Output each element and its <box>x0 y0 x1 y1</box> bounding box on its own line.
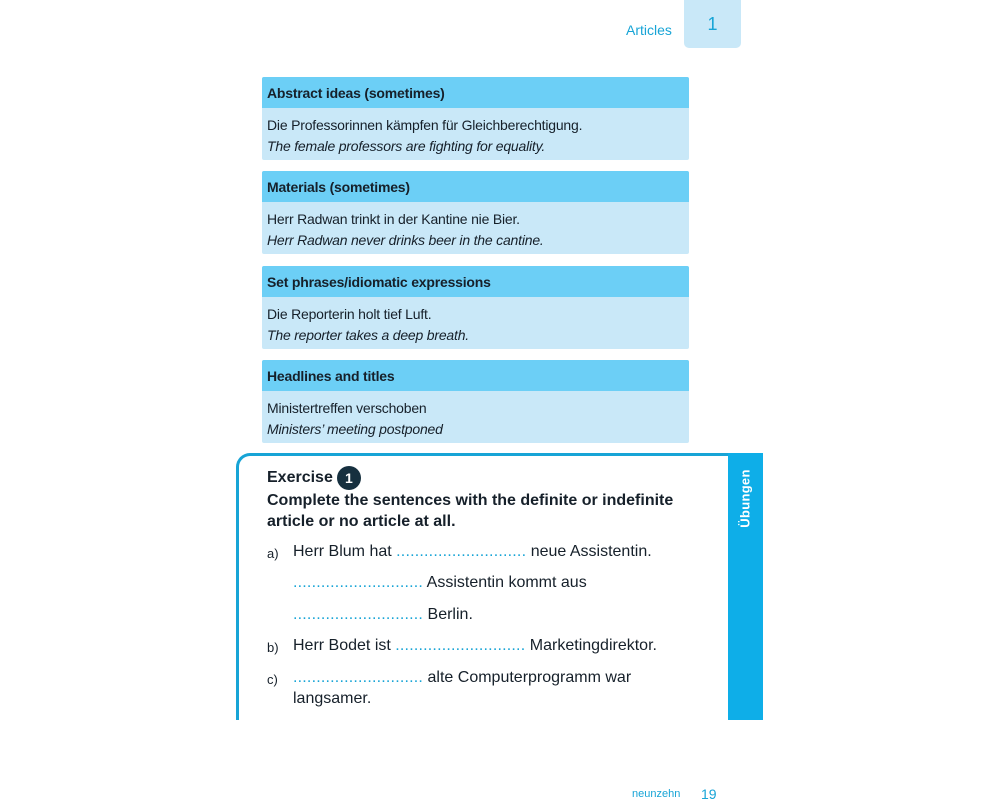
item-a-line-3-text: Berlin. <box>427 606 473 623</box>
item-a-line-1 <box>293 543 652 561</box>
item-a-line-3 <box>293 606 473 624</box>
item-b-label: b) <box>267 640 279 655</box>
box-materials <box>262 171 689 254</box>
english-translation: The reporter takes a deep breath. <box>267 327 469 343</box>
side-tab-label: Übungen <box>738 468 753 528</box>
german-example: Ministertreffen verschoben <box>267 400 427 416</box>
blank-field[interactable]: ............................ <box>293 606 424 623</box>
header-title: Articles <box>626 22 672 38</box>
blank-field[interactable]: ............................ <box>293 574 424 591</box>
english-translation: The female professors are fighting for equality. <box>267 138 546 154</box>
item-b-text-after: Marketingdirektor. <box>529 637 657 654</box>
blank-field[interactable]: ............................ <box>293 669 424 686</box>
box-heading: Materials (sometimes) <box>262 171 689 202</box>
page-number: 19 <box>701 786 717 802</box>
item-a-label: a) <box>267 546 279 561</box>
page-number-word: neunzehn <box>632 788 681 800</box>
item-b-line <box>293 637 657 655</box>
exercise-instruction: Complete the sentences with the definite or indefinite article or no article at all. <box>267 492 674 530</box>
item-a-line-2-text: Assistentin kommt aus <box>426 574 587 591</box>
box-heading: Headlines and titles <box>262 360 689 391</box>
exercise-title <box>267 466 361 490</box>
box-set-phrases <box>262 266 689 349</box>
english-translation: Herr Radwan never drinks beer in the cantine. <box>267 232 544 248</box>
english-translation: Ministers’ meeting postponed <box>267 421 443 437</box>
box-headlines <box>262 360 689 443</box>
chapter-tab <box>684 0 741 48</box>
exercise-number-badge: 1 <box>337 466 361 490</box>
box-heading: Set phrases/idiomatic expressions <box>262 266 689 297</box>
item-a-text-after: neue Assistentin. <box>530 543 652 560</box>
item-c-label: c) <box>267 672 278 687</box>
german-example: Herr Radwan trinkt in der Kantine nie Bier. <box>267 211 520 227</box>
box-abstract-ideas <box>262 77 689 160</box>
item-a-text-before: Herr Blum hat <box>293 543 392 560</box>
chapter-number: 1 <box>707 13 718 34</box>
german-example: Die Reporterin holt tief Luft. <box>267 306 432 322</box>
blank-field[interactable]: ............................ <box>396 543 527 560</box>
item-c-line-2: langsamer. <box>293 690 372 707</box>
item-c-line-1 <box>293 669 631 687</box>
blank-field[interactable]: ............................ <box>395 637 526 654</box>
item-a-line-2 <box>293 574 587 592</box>
german-example: Die Professorinnen kämpfen für Gleichberechtigung. <box>267 117 583 133</box>
box-heading: Abstract ideas (sometimes) <box>262 77 689 108</box>
exercise-title-text: Exercise <box>267 469 333 486</box>
item-c-text-after: alte Computerprogramm war <box>427 669 632 686</box>
item-b-text-before: Herr Bodet ist <box>293 637 391 654</box>
